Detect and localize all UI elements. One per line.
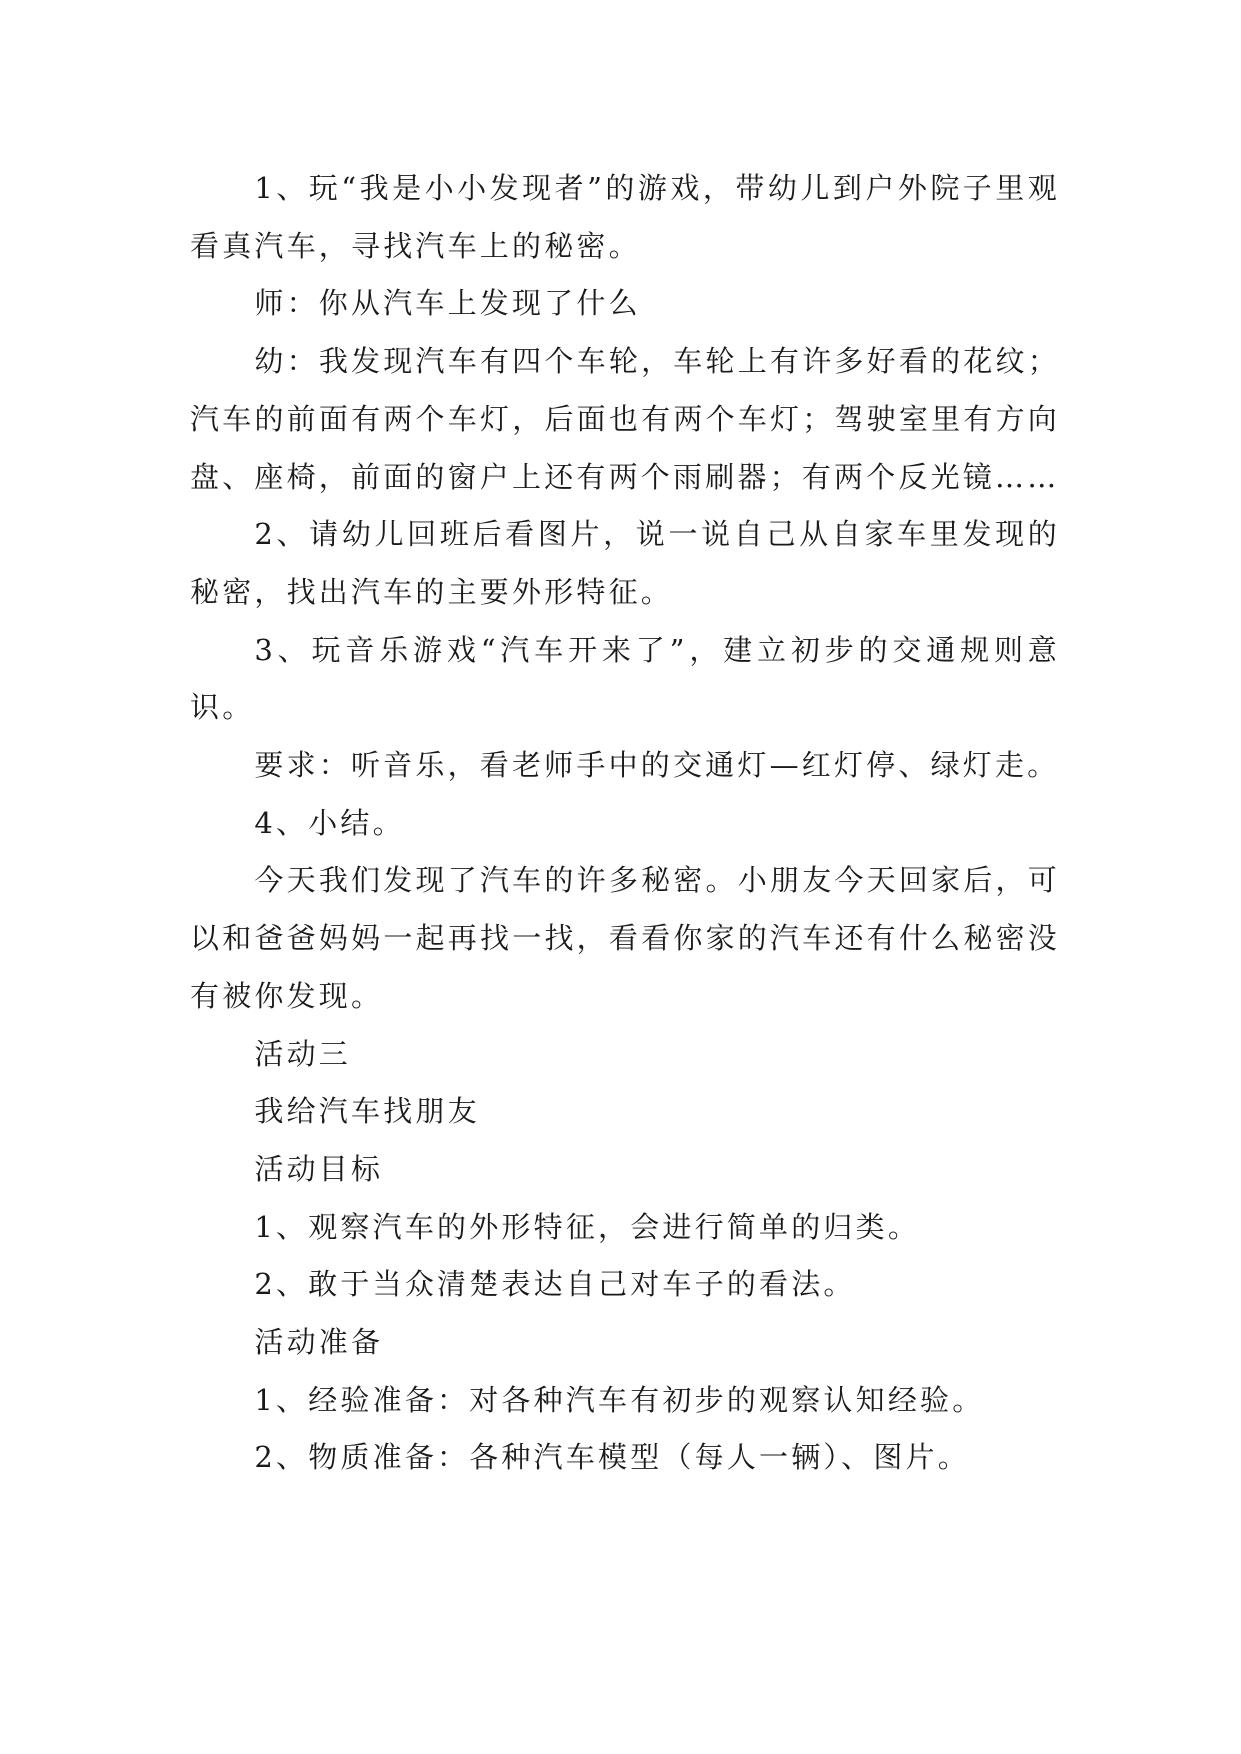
paragraph: 1、玩“我是小小发现者”的游戏，带幼儿到户外院子里观看真汽车，寻找汽车上的秘密。 [190, 171, 1060, 263]
paragraph: 师：你从汽车上发现了什么 [254, 286, 641, 321]
paragraph: 4、小结。 [254, 805, 405, 840]
section-title: 我给汽车找朋友 [254, 1094, 480, 1129]
document-body [190, 160, 1060, 1487]
paragraph: 幼：我发现汽车有四个车轮，车轮上有许多好看的花纹；汽车的前面有两个车灯，后面也有两个车灯；驾驶室里有方向盘、座椅，前面的窗户上还有两个雨刷器；有两个反光镜…… [190, 344, 1060, 494]
paragraph: 1、经验准备：对各种汽车有初步的观察认知经验。 [254, 1382, 985, 1417]
paragraph: 2、请幼儿回班后看图片，说一说自己从自家车里发现的秘密，找出汽车的主要外形特征。 [190, 517, 1060, 609]
paragraph: 今天我们发现了汽车的许多秘密。小朋友今天回家后，可以和爸爸妈妈一起再找一找，看看你家的汽车还有什么秘密没有被你发现。 [190, 863, 1060, 1013]
paragraph: 要求：听音乐，看老师手中的交通灯—红灯停、绿灯走。 [254, 748, 1060, 783]
paragraph: 3、玩音乐游戏“汽车开来了”，建立初步的交通规则意识。 [190, 632, 1060, 725]
subheading: 活动准备 [254, 1325, 384, 1360]
section-heading: 活动三 [254, 1036, 351, 1071]
paragraph: 1、观察汽车的外形特征，会进行简单的归类。 [254, 1209, 921, 1244]
paragraph: 2、物质准备：各种汽车模型（每人一辆）、图片。 [254, 1440, 970, 1475]
paragraph: 2、敢于当众清楚表达自己对车子的看法。 [254, 1267, 856, 1302]
subheading: 活动目标 [254, 1151, 384, 1186]
